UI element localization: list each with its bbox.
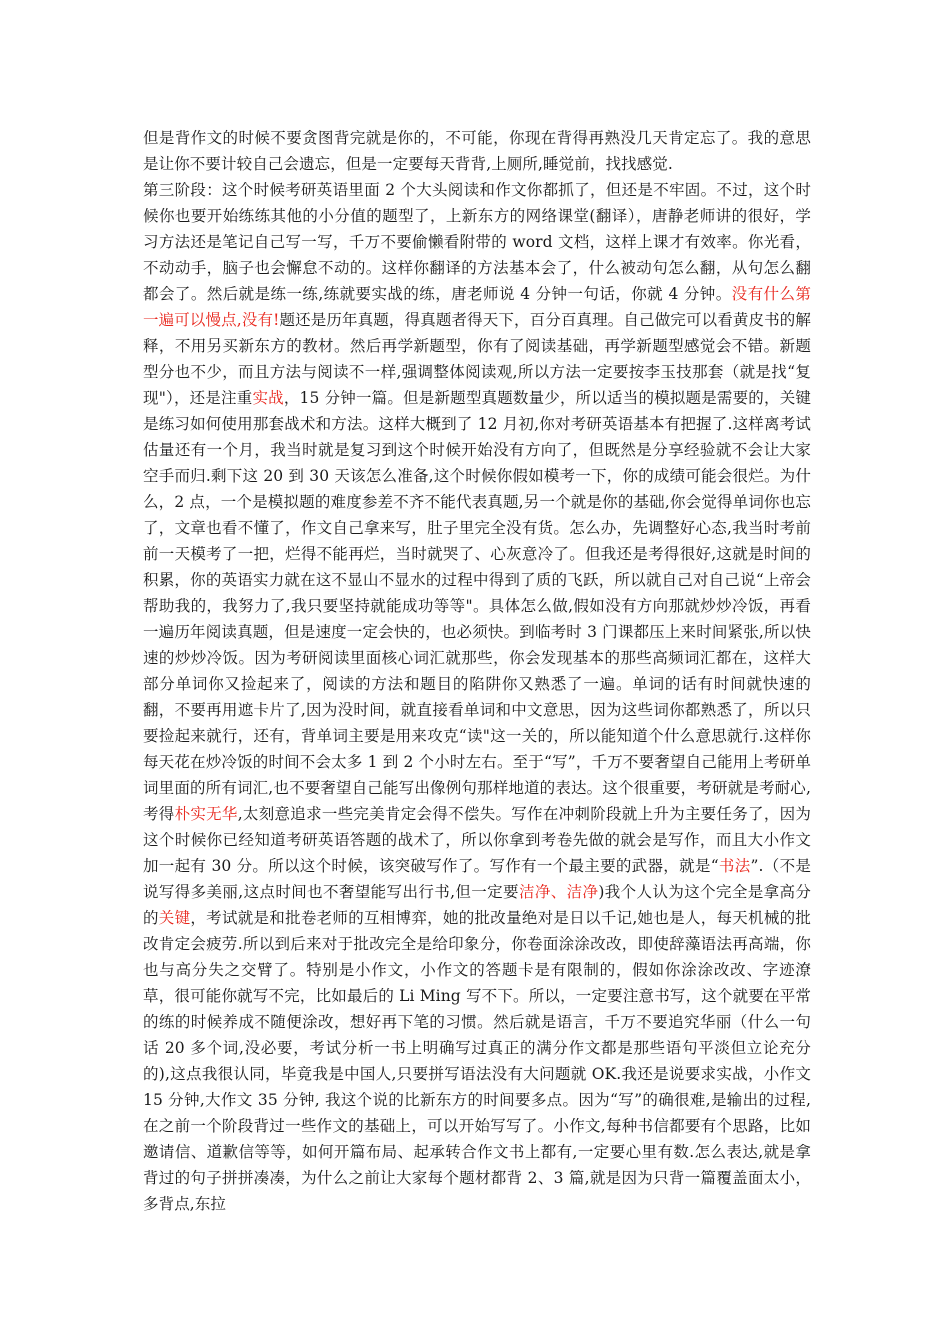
body-text: ,太刻意追求一些完美肯定会得不偿失。写作在冲刺阶段就上升为主要任务了，因为这个时候你已经知道考研英语答题的战术了，所以你拿到考卷先做的就会是写作，而且大小作文加一起有 30 分。所以这个时候，该突破写作了。写作有一个最主要的武器，就是“: [143, 805, 811, 875]
highlighted-text: 实战: [252, 389, 284, 407]
highlighted-text: 朴实无华: [174, 805, 238, 823]
highlighted-text: 书法: [718, 857, 751, 875]
paragraph: [143, 125, 811, 177]
highlighted-text: 洁净、洁净: [518, 883, 599, 901]
highlighted-text: 关键: [158, 909, 191, 927]
body-text: 但是背作文的时候不要贪图背完就是你的，不可能，你现在背得再熟没几天肯定忘了。我的意思是让你不要计较自己会遗忘，但是一定要每天背背,上厕所,睡觉前，找找感觉.: [143, 129, 811, 173]
body-text: 第三阶段：这个时候考研英语里面 2 个大头阅读和作文你都抓了，但还是不牢固。不过，这个时候你也要开始练练其他的小分值的题型了，上新东方的网络课堂(翻译），唐静老师讲的很好，学习方法还是笔记自己写一写，千万不要偷懒看附带的 word 文档，这样上课才有效率。你光看，不动动手，脑子也会懈怠不动的。这样你翻译的方法基本会了，什么被动句怎么翻，从句怎么翻都会了。然后就是练一练,练就要实战的练，唐老师说 4 分钟一句话，你就 4 分钟。: [143, 181, 811, 303]
body-text: ，考试就是和批卷老师的互相博弈，她的批改量绝对是日以千记,她也是人，每天机械的批改肯定会疲劳.所以到后来对于批改完全是给印象分，你卷面涂涂改改，即使辞藻语法再高端，你也与高分失之交臂了。特别是小作文，小作文的答题卡是有限制的，假如你涂涂改改、字迹潦草，很可能你就写不完，比如最后的 Li Ming 写不下。所以，一定要注意书写，这个就要在平常的练的时候养成不随便涂改，想好再下笔的习惯。然后就是语言，千万不要追究华丽（什么一句话 20 多个词,没必要，考试分析一书上明确写过真正的满分作文都是那些语句平淡但立论充分的),这点我很认同，毕竟我是中国人,只要拼写语法没有大问题就 OK.我还是说要求实战，小作文 15 分钟,大作文 35 分钟, 我这个说的比新东方的时间要多点。因为“写”的确很难,是输出的过程,在之前一个阶段背过一些作文的基础上，可以开始写写了。小作文,每种书信都要有个思路，比如邀请信、道歉信等等，如何开篇布局、起承转合作文书上都有,一定要心里有数.怎么表达,就是拿背过的句子拼拼凑凑，为什么之前让大家每个题材都背 2、3 篇,就是因为只背一篇覆盖面太小，多背点,东拉: [143, 909, 812, 1213]
body-text: 题还是历年真题，得真题者得天下，百分百真理。自己做完可以看黄皮书的解释，不用另买新东方的教材。然后再学新题型，你有了阅读基础，再学新题型感觉会不错。新题型分也不少，而且方法与阅读不一样,强调整体阅读观,所以方法一定要按李玉技那套（就是找“复现"），还是注重: [143, 311, 811, 407]
body-text: ，15 分钟一篇。但是新题型真题数量少，所以适当的模拟题是需要的，关键是练习如何使用那套战术和方法。这样大概到了 12 月初,你对考研英语基本有把握了.这样离考试估量还有一个月，我当时就是复习到这个时候开始没有方向了，但既然是分享经验就不会让大家空手而归.剩下这 20 到 30 天该怎么准备,这个时候你假如模考一下，你的成绩可能会很烂。为什么，2 点，一个是模拟题的难度参差不齐不能代表真题,另一个就是你的基础,你会觉得单词你也忘了，文章也看不懂了，作文自己拿来写，肚子里完全没有货。怎么办，先调整好心态,我当时考前前一天模考了一把，烂得不能再烂，当时就哭了、心灰意冷了。但我还是考得很好,这就是时间的积累，你的英语实力就在这不显山不显水的过程中得到了质的飞跃，所以就自己对自己说“上帝会帮助我的，我努力了,我只要坚持就能成功等等"。具体怎么做,假如没有方向那就炒炒冷饭，再看一遍历年阅读真题，但是速度一定会快的，也必须快。到临考时 3 门课都压上来时间紧张,所以快速的炒炒冷饭。因为考研阅读里面核心词汇就那些，你会发现基本的那些高频词汇都在，这样大部分单词你又捡起来了，阅读的方法和题目的陷阱你又熟悉了一遍。单词的话有时间就快速的翻，不要再用遮卡片了,因为没时间，就直接看单词和中文意思，因为这些词你都熟悉了，所以只要捡起来就行，还有，背单词主要是用来攻克“读"这一关的，所以能知道个什么意思就行.这样你每天花在炒冷饭的时间不会太多 1 到 2 个小时左右。至于“写”，千万不要奢望自己能用上考研单词里面的所有词汇,也不要奢望自己能写出像例句那样地道的表达。这个很重要，考研就是考耐心,考得: [143, 389, 811, 823]
body-text: ”.（不是说写得多美丽,这点时间也不奢望能写出行书,但一定要: [143, 857, 811, 901]
body-text: )我个人认为这个完全是拿高分的: [143, 883, 811, 927]
document-body: [143, 125, 811, 1217]
highlighted-text: 没有什么第一遍可以慢点,没有!: [143, 285, 811, 329]
paragraph: [143, 177, 811, 1217]
